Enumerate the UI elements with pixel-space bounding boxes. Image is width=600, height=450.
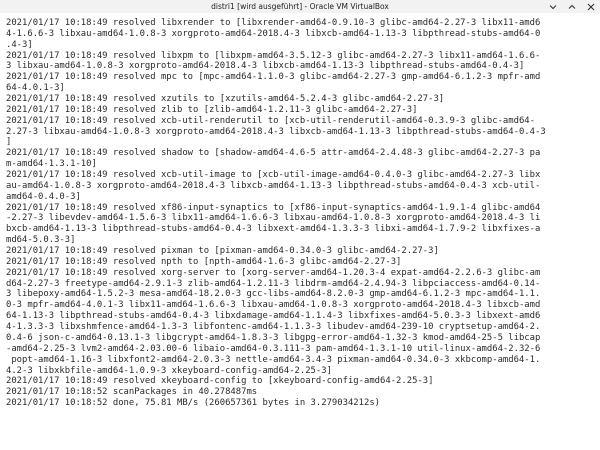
console-line: 2021/01/17 10:18:49 resolved libxrender to [libxrender-amd64-0.9.10-3 glibc-amd64-2.27-3 libx11-amd6 [6,18,541,28]
console-line: 2021/01/17 10:18:49 resolved npth to [npth-amd64-1.6-3 glibc-amd64-2.27-3] [6,256,402,267]
console-line: amd64-0.4.0-3] [6,191,81,202]
window-title: distri1 [wird ausgeführt] - Oracle VM VirtualBox [211,2,389,11]
console-line: 4-1.6.6-3 libxau-amd64-1.0.8-3 xorgproto-amd64-2018.4-3 libxcb-amd64-1.13-3 libpthread-stubs-amd64-0 [6,28,541,39]
console-line: popt-amd64-1.16-3 libxfont2-amd64-2.0.3-3 nettle-amd64-3.4-3 pixman-amd64-0.34.0-3 xkbcomp-amd64-1. [6,354,541,365]
console-line: 2.27-3 libxau-amd64-1.0.8-3 xorgproto-amd64-2018.4-3 libxcb-amd64-1.13-3 libpthread-stubs-amd64-0.4-3 [6,126,546,137]
console-line: 2021/01/17 10:18:49 resolved xcb-util-renderutil to [xcb-util-renderutil-amd64-0.3.9-3 glibc-amd64- [6,115,535,126]
console-line: 2021/01/17 10:18:49 resolved zlib to [zlib-amd64-1.2.11-3 glibc-amd64-2.27-3] [6,104,418,115]
console-line: 0-3 mpfr-amd64-4.0.1-3 libx11-amd64-1.6.6-3 libxau-amd64-1.0.8-3 xorgproto-amd64-2018.4-3 libxcb-amd [6,300,541,311]
console-line: 2021/01/17 10:18:49 resolved xcb-util-image to [xcb-util-image-amd64-0.4.0-3 glibc-amd64-2.27-3 libx [6,170,541,181]
console-line: 64-1.13-3 libpthread-stubs-amd64-0.4-3 libxdamage-amd64-1.1.4-3 libxfixes-amd64-5.0.3-3 libxext-amd6 [6,311,541,322]
console-line: md64-5.0.3-3] [6,235,76,246]
console-line: m-amd64-1.3.1-10] [6,159,97,170]
console-line: -2.27-3 libevdev-amd64-1.5.6-3 libx11-amd64-1.6.6-3 libxau-amd64-1.0.8-3 xorgproto-amd64-2018.4-3 li [6,213,541,224]
console-line: 2021/01/17 10:18:52 done, 75.81 MB/s (260657361 bytes in 3.279034212s) [6,398,381,409]
console-line: au-amd64-1.0.8-3 xorgproto-amd64-2018.4-3 libxcb-amd64-1.13-3 libpthread-stubs-amd64-0.4-3 xcb-util- [6,180,541,191]
console-line: 2021/01/17 10:18:49 resolved shadow to [shadow-amd64-4.6-5 attr-amd64-2.4.48-3 glibc-amd64-2.27-3 pa [6,148,541,159]
console-line: -amd64-2.25-3 lvm2-amd64-2.03.00-6 libaio-amd64-0.3.111-3 pam-amd64-1.3.1-10 util-linux-amd64-2.32-6 [6,343,541,354]
console-line: 2021/01/17 10:18:49 resolved xkeyboard-config to [xkeyboard-config-amd64-2.25-3] [6,376,434,387]
window-titlebar[interactable] [0,0,600,13]
console-line: bxcb-amd64-1.13-3 libpthread-stubs-amd64-0.4-3 libxext-amd64-1.3.3-3 libxi-amd64-1.7.9-2 libxfixes-a [6,224,541,235]
console-line: 4-1.3.3-3 libxshmfence-amd64-1.3-3 libfontenc-amd64-1.1.3-3 libudev-amd64-239-10 cryptsetup-amd64-2. [6,322,541,333]
console-line: 2021/01/17 10:18:52 scanPackages in 40.278487ms [6,387,258,398]
console-line: 64-4.0.1-3] [6,83,65,94]
console-line: 3 libxau-amd64-1.0.8-3 xorgproto-amd64-2018.4-3 libxcb-amd64-1.13-3 libpthread-stubs-amd64-0.4-3] [6,61,525,72]
console-line: 2021/01/17 10:18:49 resolved xf86-input-synaptics to [xf86-input-synaptics-amd64-1.9.1-4 glibc-amd64 [6,202,541,213]
console-line: 4.2-3 libxkbfile-amd64-1.0.9-3 xkeyboard-config-amd64-2.25-3] [6,365,332,376]
vm-console-screen[interactable] [0,13,600,450]
console-line: 0.4-6 json-c-amd64-0.13.1-3 libgcrypt-amd64-1.8.3-3 libgpg-error-amd64-1.32-3 kmod-amd64-25-5 libcap [6,332,541,343]
console-line: 2021/01/17 10:18:49 resolved libxpm to [libxpm-amd64-3.5.12-3 glibc-amd64-2.27-3 libx11-amd64-1.6.6- [6,50,541,61]
console-line: d64-2.27-3 freetype-amd64-2.9.1-3 zlib-amd64-1.2.11-3 libdrm-amd64-2.4.94-3 libpciaccess-amd64-0.14- [6,278,541,289]
minimize-icon[interactable] [548,2,558,12]
console-output [0,13,600,409]
console-line: 2021/01/17 10:18:49 resolved xzutils to [xzutils-amd64-5.2.4-3 glibc-amd64-2.27-3] [6,94,445,105]
close-icon[interactable] [586,2,596,12]
window-controls [548,1,596,12]
console-line: ] [6,137,12,148]
console-line: 2021/01/17 10:18:49 resolved pixman to [pixman-amd64-0.34.0-3 glibc-amd64-2.27-3] [6,246,439,257]
console-line: 2021/01/17 10:18:49 resolved mpc to [mpc-amd64-1.1.0-3 glibc-amd64-2.27-3 gmp-amd64-6.1.2-3 mpfr-amd [6,72,541,83]
console-line: .4-3] [6,39,33,50]
maximize-icon[interactable] [567,2,577,12]
console-line: 2021/01/17 10:18:49 resolved xorg-server to [xorg-server-amd64-1.20.3-4 expat-amd64-2.2.6-3 glibc-am [6,267,541,278]
console-line: 3 libepoxy-amd64-1.5.2-3 mesa-amd64-18.2.0-3 gcc-libs-amd64-8.2.0-3 gmp-amd64-6.1.2-3 mpc-amd64-1.1. [6,289,541,300]
